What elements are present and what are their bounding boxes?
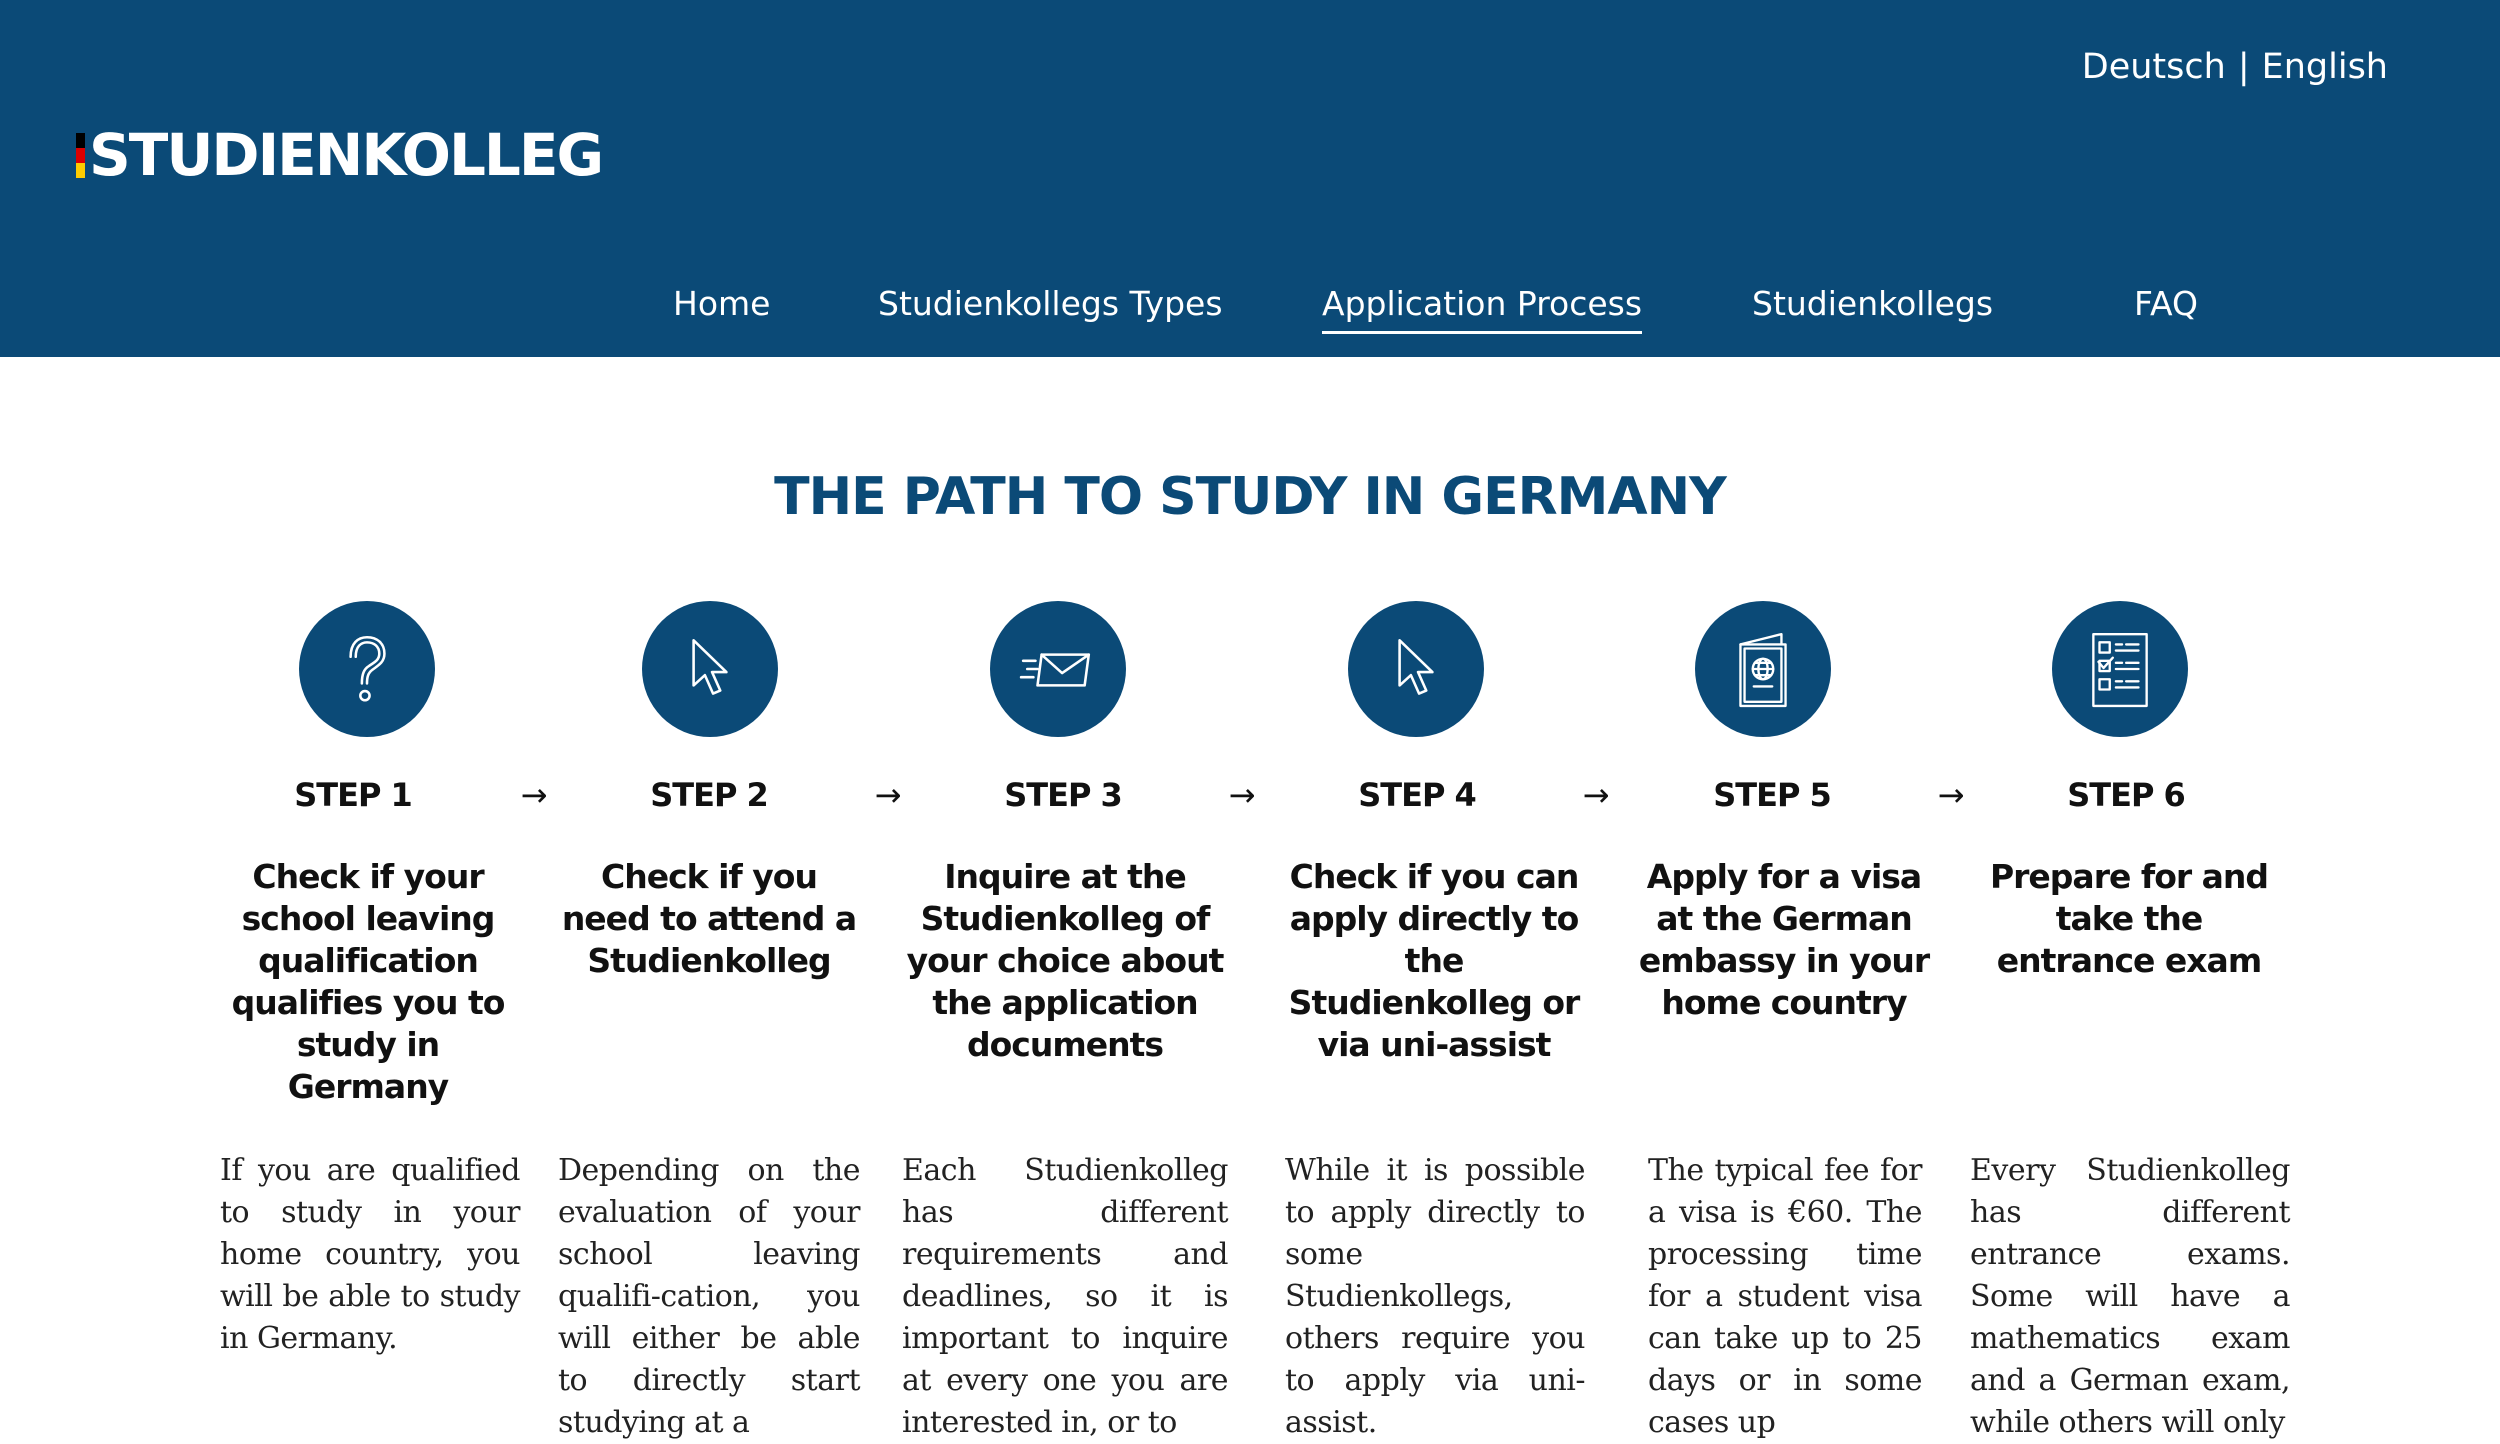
step-arrow-icon: → <box>874 776 902 814</box>
main-nav <box>0 280 2500 340</box>
step-arrow-icon: → <box>520 776 548 814</box>
step-6-body: Every Studienkolleg has different entrance exams. Some will have a mathematics exam and a German exam, while others will only <box>1970 1153 2290 1440</box>
step-5-body: The typical fee for a visa is €60. The processing time for a student visa can take up to 25 days or in some cases up <box>1648 1153 1922 1440</box>
step-3-heading: Inquire at the Studienkolleg of your choice about the application documents <box>906 857 1224 1064</box>
step-1-body: If you are qualified to study in your home country, you will be able to study in Germany. <box>220 1153 520 1356</box>
cursor-pointer-icon <box>1375 628 1457 710</box>
step-5-icon-circle <box>1695 601 1831 737</box>
logo-text: STUDIENKOLLEG <box>89 121 603 189</box>
step-2-label: STEP 2 <box>650 776 768 814</box>
step-4-label: STEP 4 <box>1358 776 1476 814</box>
german-flag-icon <box>76 133 85 178</box>
step-arrow-icon: → <box>1582 776 1610 814</box>
step-2-heading: Check if you need to attend a Studienkolleg <box>561 857 857 980</box>
nav-studienkollegs[interactable]: Studienkollegs <box>1752 284 1994 323</box>
site-header <box>0 0 2500 357</box>
step-arrow-icon: → <box>1228 776 1256 814</box>
step-1-icon-circle <box>299 601 435 737</box>
question-mark-icon <box>326 628 408 710</box>
nav-studienkollegs-types[interactable]: Studienkollegs Types <box>878 284 1223 323</box>
step-4-heading: Check if you can apply directly to the Studienkolleg or via uni-assist <box>1288 857 1580 1064</box>
step-2-icon-circle <box>642 601 778 737</box>
checklist-icon <box>2079 628 2161 710</box>
passport-icon <box>1722 628 1804 710</box>
step-3-body: Each Studienkolleg has different requirements and deadlines, so it is important to inquire at every one you are interested in, or to <box>902 1153 1228 1440</box>
page-title: THE PATH TO STUDY IN GERMANY <box>774 467 1726 527</box>
step-3-icon-circle <box>990 601 1126 737</box>
nav-faq[interactable]: FAQ <box>2134 284 2198 323</box>
step-1-heading: Check if your school leaving qualification qualifies you to study in Germany <box>231 857 505 1106</box>
language-switcher <box>2082 40 2388 94</box>
step-6-icon-circle <box>2052 601 2188 737</box>
step-4-body: While it is possible to apply directly to some Studienkollegs, others require you to apply via uni-assist. <box>1285 1153 1585 1440</box>
step-6-heading: Prepare for and take the entrance exam <box>1989 857 2269 980</box>
step-5-heading: Apply for a visa at the German embassy in your home country <box>1638 857 1930 1022</box>
lang-separator: | <box>2237 47 2250 87</box>
nav-home[interactable]: Home <box>673 284 771 323</box>
site-logo[interactable] <box>76 120 602 190</box>
step-arrow-icon: → <box>1937 776 1965 814</box>
step-2-body: Depending on the evaluation of your school leaving qualifi-cation, you will either be able to directly start studying at a <box>558 1153 860 1440</box>
lang-deutsch-link[interactable]: Deutsch <box>2081 47 2226 87</box>
lang-english-link[interactable]: English <box>2261 47 2388 87</box>
step-6-label: STEP 6 <box>2067 776 2185 814</box>
cursor-pointer-icon <box>669 628 751 710</box>
step-3-label: STEP 3 <box>1004 776 1122 814</box>
step-5-label: STEP 5 <box>1713 776 1831 814</box>
step-1-label: STEP 1 <box>294 776 412 814</box>
step-4-icon-circle <box>1348 601 1484 737</box>
nav-application-process[interactable]: Application Process <box>1322 280 1642 334</box>
envelope-icon <box>1017 628 1099 710</box>
